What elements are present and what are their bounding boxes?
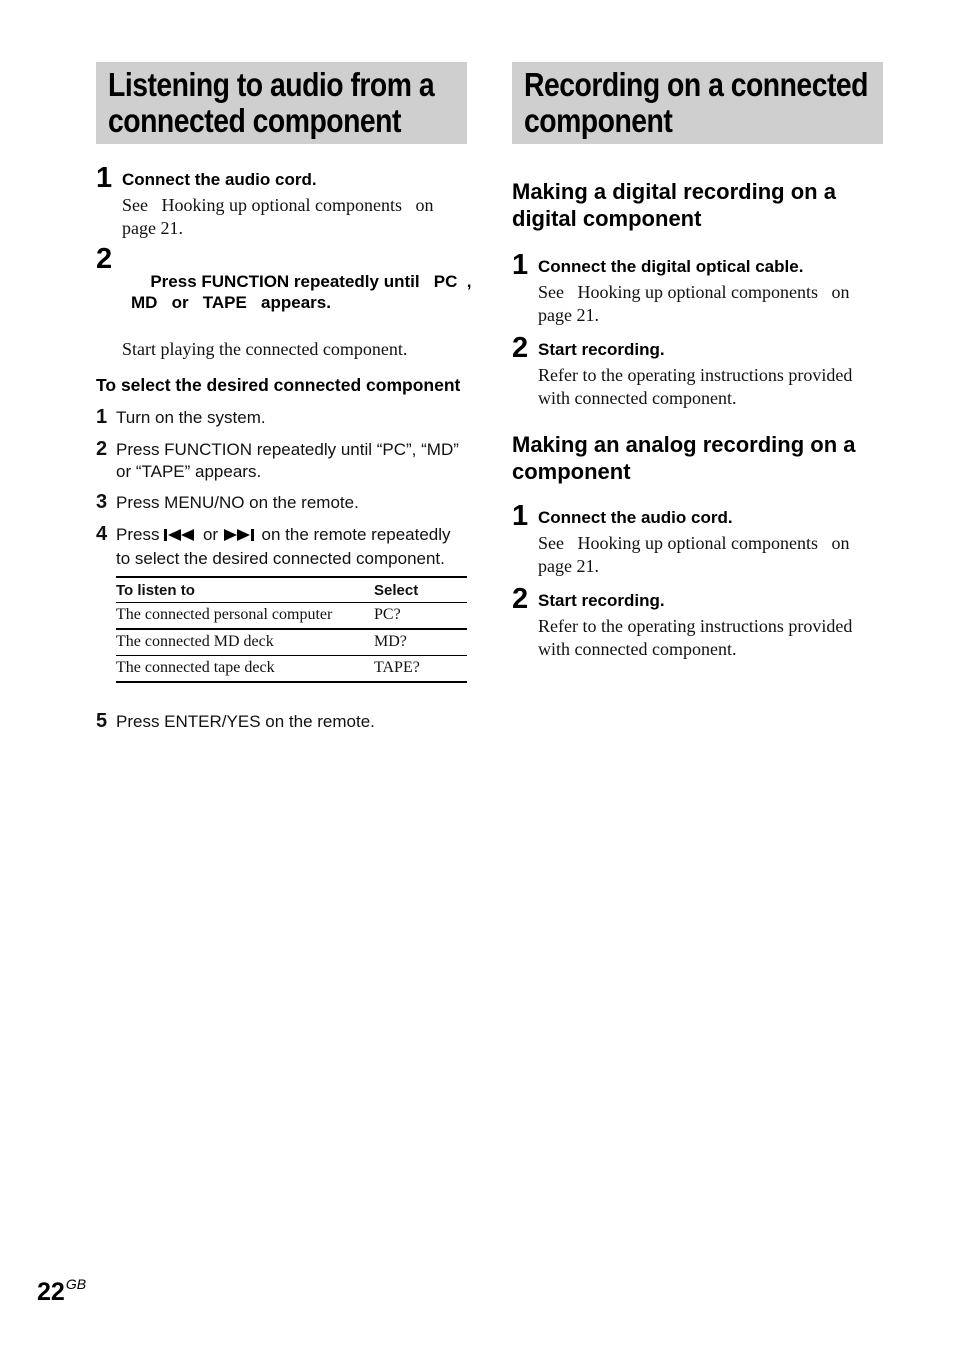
step-title: Press FUNCTION repeatedly until PC , MD or TAPE appears.: [131, 272, 472, 312]
next-track-icon: [223, 526, 257, 548]
step-number: 2: [512, 583, 529, 615]
step-number: 1: [96, 162, 113, 194]
table-row: [116, 629, 467, 656]
list-text: Press FUNCTION repeatedly until “PC”, “MD” or “TAPE” appears.: [116, 440, 459, 481]
select-table: [116, 576, 467, 683]
list-number: 5: [96, 710, 108, 732]
step-body: See Hooking up optional components on page 21.: [538, 533, 854, 576]
section-banner-recording: [512, 62, 883, 144]
list-item: [96, 711, 467, 733]
step-title: Start recording.: [538, 340, 665, 359]
table-cell: The connected MD deck: [116, 629, 374, 656]
list-number: 4: [96, 523, 108, 545]
previous-track-icon: [164, 526, 198, 548]
step-body: Start playing the connected component.: [122, 339, 408, 359]
list-item: [96, 407, 467, 429]
step-title: Connect the audio cord.: [122, 170, 317, 189]
table-row: [116, 603, 467, 630]
page-suffix: GB: [65, 1276, 87, 1292]
step-start-recording: [512, 583, 883, 661]
step-connect-audio-cord: [96, 162, 467, 240]
step-number: 1: [512, 249, 529, 281]
section-banner-listening: [96, 62, 467, 144]
step-title: Connect the audio cord.: [538, 508, 733, 527]
list-number: 3: [96, 491, 108, 513]
list-text: Press ENTER/YES on the remote.: [116, 712, 375, 731]
section-title-listening: Listening to audio from a connected component: [108, 66, 435, 139]
left-column: [96, 62, 472, 733]
step-connect-optical-cable: [512, 249, 883, 327]
step-number: 2: [512, 332, 529, 364]
step-body: Refer to the operating instructions provided with connected component.: [538, 365, 853, 408]
step-press-function: [96, 243, 472, 361]
step-body: See Hooking up optional components on page 21.: [122, 195, 438, 238]
subheading-select-component: To select the desired connected component: [96, 375, 461, 395]
list-item: 4 Press or on the remote repeatedly to select the desired connected component.: [96, 523, 451, 568]
list-number: 2: [96, 438, 108, 460]
table-cell: The connected tape deck: [116, 656, 374, 683]
list-number: 1: [96, 406, 108, 428]
step-title: Start recording.: [538, 591, 665, 610]
heading-analog-recording: Making an analog recording on a component: [512, 432, 856, 484]
step-start-recording: [512, 332, 883, 410]
right-column: [512, 62, 883, 661]
table-row: [116, 656, 467, 683]
table-header-row: [116, 577, 467, 603]
column-header: Select: [374, 577, 467, 603]
list-item: [96, 439, 467, 483]
list-item: [96, 492, 467, 514]
table-cell: PC?: [374, 603, 467, 630]
step-number: 2: [96, 243, 113, 275]
section-title-recording: Recording on a connected component: [524, 66, 868, 139]
heading-digital-recording: Making a digital recording on a digital component: [512, 179, 836, 231]
step-body: Refer to the operating instructions provided with connected component.: [538, 616, 853, 659]
table-cell: MD?: [374, 629, 467, 656]
list-text: Press MENU/NO on the remote.: [116, 493, 359, 512]
step-number: 1: [512, 500, 529, 532]
table-cell: The connected personal computer: [116, 603, 374, 630]
list-text: Turn on the system.: [116, 408, 266, 427]
column-header: To listen to: [116, 577, 374, 603]
table-cell: TAPE?: [374, 656, 467, 683]
step-body: See Hooking up optional components on page 21.: [538, 282, 854, 325]
step-connect-audio-cord: [512, 500, 883, 578]
page-number: $22^{GB}$: [37, 1276, 87, 1306]
step-title: Connect the digital optical cable.: [538, 257, 804, 276]
